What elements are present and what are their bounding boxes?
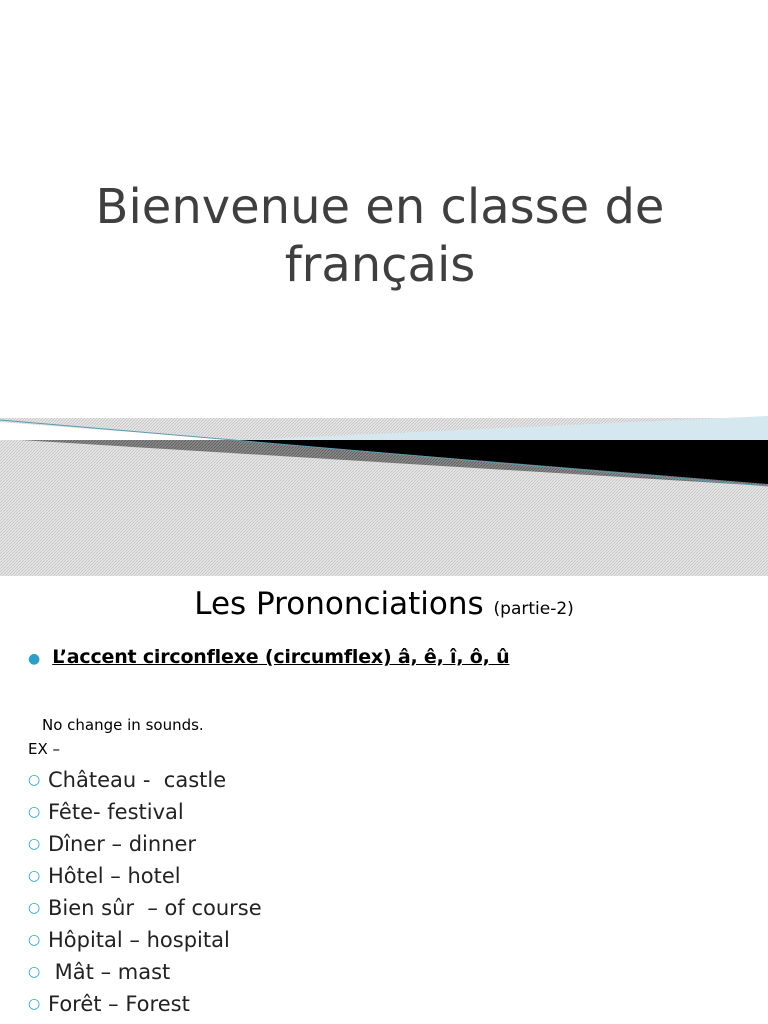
circle-bullet-icon: ○ xyxy=(28,804,41,820)
slide-title xyxy=(60,178,700,294)
circle-bullet-icon: ○ xyxy=(28,772,41,788)
circle-bullet-icon: ○ xyxy=(28,996,41,1012)
bullet-accent-heading xyxy=(28,646,509,668)
list-item-text: Forêt – Forest xyxy=(48,992,190,1016)
list-item xyxy=(28,860,262,892)
circle-bullet-icon: ○ xyxy=(28,932,41,948)
list-item xyxy=(28,956,262,988)
circle-bullet-icon: ○ xyxy=(28,836,41,852)
slide-title-line2: français xyxy=(284,237,476,293)
circle-bullet-icon: ○ xyxy=(28,900,41,916)
content-slide xyxy=(0,576,768,1024)
list-item xyxy=(28,892,262,924)
list-item xyxy=(28,828,262,860)
list-item-text: Dîner – dinner xyxy=(48,832,197,856)
decorative-banner xyxy=(0,410,768,576)
list-item-text: Mât – mast xyxy=(48,960,171,984)
list-item xyxy=(28,796,262,828)
list-item-text: Hôtel – hotel xyxy=(48,864,181,888)
content-title-suffix: (partie-2) xyxy=(493,599,574,619)
example-list xyxy=(28,764,262,1020)
list-item-text: Bien sûr – of course xyxy=(48,896,262,920)
bullet-dot-icon: ● xyxy=(28,651,41,667)
note-text: No change in sounds. xyxy=(42,716,204,734)
list-item xyxy=(28,924,262,956)
list-item xyxy=(28,988,262,1020)
content-slide-title xyxy=(0,586,768,622)
list-item xyxy=(28,764,262,796)
content-title-main: Les Prononciations xyxy=(194,586,484,622)
ex-label: EX – xyxy=(28,740,61,758)
accent-heading-text: L’accent circonflexe (circumflex) â, ê, î, ô, û xyxy=(52,646,510,668)
circle-bullet-icon: ○ xyxy=(28,868,41,884)
list-item-text: Hôpital – hospital xyxy=(48,928,230,952)
slide-title-line1: Bienvenue en classe de xyxy=(95,179,665,235)
list-item-text: Fête- festival xyxy=(48,800,184,824)
circle-bullet-icon: ○ xyxy=(28,964,41,980)
list-item-text: Château - castle xyxy=(48,768,227,792)
